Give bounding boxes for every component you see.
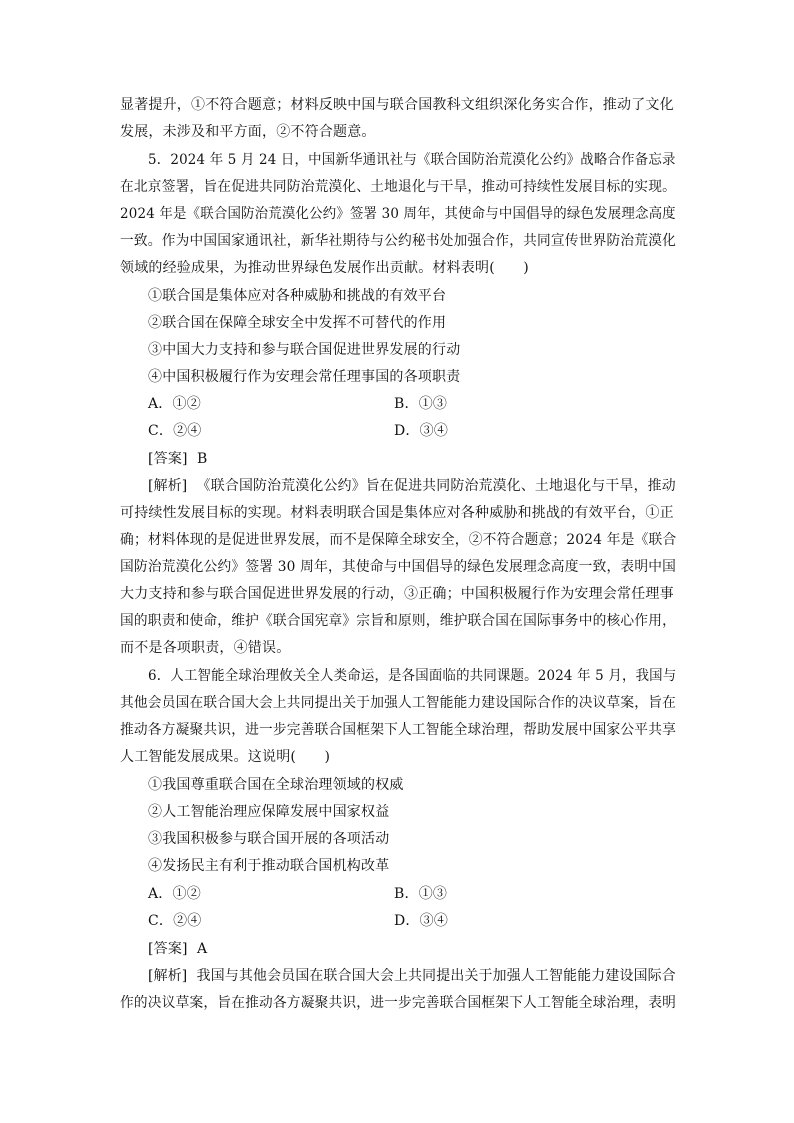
q5-stem-line-1: 5．2024 年 5 月 24 日，中国新华通讯社与《联合国防治荒漠化公约》战略合作备忘录 bbox=[148, 152, 676, 168]
q5-analysis-text-1: 《联合国防治荒漠化公约》旨在促进共同防治荒漠化、土地退化与干旱，推动 bbox=[196, 478, 676, 494]
q5-stem-line-2: 在北京签署，旨在促进共同防治荒漠化、土地退化与干旱，推动可持续性发展目标的实现。 bbox=[120, 179, 677, 195]
q6-answer-row bbox=[148, 939, 207, 959]
q6-option-c: C．②④ bbox=[148, 913, 202, 929]
q6-option-b: B．①③ bbox=[394, 886, 448, 902]
q6-option-d: D．③④ bbox=[394, 913, 449, 929]
q5-option-a: A．①② bbox=[148, 396, 201, 412]
q5-option-c: C．②④ bbox=[148, 423, 202, 439]
intro-line-1: 显著提升，①不符合题意；材料反映中国与联合国教科文组织深化务实合作，推动了文化 bbox=[120, 97, 674, 113]
q5-option-b: B．①③ bbox=[394, 396, 448, 412]
q5-statement-3: ③中国大力支持和参与联合国促进世界发展的行动 bbox=[148, 342, 461, 358]
q5-stem-line-4: 一致。作为中国国家通讯社，新华社期待与公约秘书处加强合作，共同宣传世界防治荒漠化 bbox=[120, 233, 677, 249]
q6-analysis-line-1 bbox=[148, 966, 676, 986]
q5-answer-row bbox=[148, 449, 208, 469]
intro-line-2: 发展，未涉及和平方面，②不符合题意。 bbox=[120, 124, 376, 140]
q6-stem-line-3: 推动各方凝聚共识，进一步完善联合国框架下人工智能全球治理，帮助发展中国家公平共享 bbox=[120, 722, 677, 738]
q6-answer-label: [答案] bbox=[148, 941, 188, 957]
q5-analysis-line-3: 确；材料体现的是促进世界发展，而不是保障全球安全，②不符合题意；2024 年是《联合 bbox=[120, 532, 677, 548]
q5-analysis-label: [解析] bbox=[148, 478, 188, 494]
q5-analysis-line-2: 可持续性发展目标的实现。材料表明联合国是集体应对各种威胁和挑战的有效平台，①正 bbox=[120, 505, 674, 521]
q6-stem-line-2: 其他会员国在联合国大会上共同提出关于加强人工智能能力建设国际合作的决议草案，旨在 bbox=[120, 695, 677, 711]
q5-statement-1: ①联合国是集体应对各种威胁和挑战的有效平台 bbox=[148, 288, 447, 304]
q5-analysis-line-1 bbox=[148, 476, 676, 496]
q5-analysis-line-7: 而不是各项职责，④错误。 bbox=[120, 640, 291, 656]
q5-option-d: D．③④ bbox=[394, 423, 449, 439]
q6-statement-2: ②人工智能治理应保障发展中国家权益 bbox=[148, 804, 390, 820]
q5-answer-label: [答案] bbox=[148, 451, 188, 467]
q6-statement-1: ①我国尊重联合国在全球治理领域的权威 bbox=[148, 777, 404, 793]
q5-analysis-line-5: 大力支持和参与联合国促进世界发展的行动，③正确；中国积极履行作为安理会常任理事 bbox=[120, 586, 674, 602]
q6-answer-value: A bbox=[197, 941, 208, 957]
q5-answer-value: B bbox=[197, 451, 208, 467]
q5-analysis-line-6: 国的职责和使命，维护《联合国宪章》宗旨和原则，维护联合国在国际事务中的核心作用， bbox=[120, 613, 677, 629]
q5-stem-line-3: 2024 年是《联合国防治荒漠化公约》签署 30 周年，其使命与中国倡导的绿色发展理念高度 bbox=[120, 206, 676, 222]
q6-stem-line-4: 人工智能发展成果。这说明( ) bbox=[120, 749, 331, 765]
q6-stem-line-1: 6．人工智能全球治理攸关全人类命运，是各国面临的共同课题。2024 年 5 月，我国与 bbox=[148, 668, 677, 684]
q5-analysis-line-4: 国防治荒漠化公约》签署 30 周年，其使命与中国倡导的绿色发展理念高度一致，表明中国 bbox=[120, 559, 677, 575]
q6-statement-3: ③我国积极参与联合国开展的各项活动 bbox=[148, 831, 390, 847]
q6-analysis-text-1: 我国与其他会员国在联合国大会上共同提出关于加强人工智能能力建设国际合 bbox=[196, 968, 676, 984]
q6-statement-4: ④发扬民主有利于推动联合国机构改革 bbox=[148, 858, 390, 874]
q6-analysis-label: [解析] bbox=[148, 968, 188, 984]
q5-statement-2: ②联合国在保障全球安全中发挥不可替代的作用 bbox=[148, 315, 447, 331]
q6-analysis-line-2: 作的决议草案，旨在推动各方凝聚共识，进一步完善联合国框架下人工智能全球治理，表明 bbox=[120, 995, 677, 1011]
q5-statement-4: ④中国积极履行作为安理会常任理事国的各项职责 bbox=[148, 369, 461, 385]
q5-stem-line-5: 领域的经验成果，为推动世界绿色发展作出贡献。材料表明( ) bbox=[120, 260, 529, 276]
q6-option-a: A．①② bbox=[148, 886, 201, 902]
